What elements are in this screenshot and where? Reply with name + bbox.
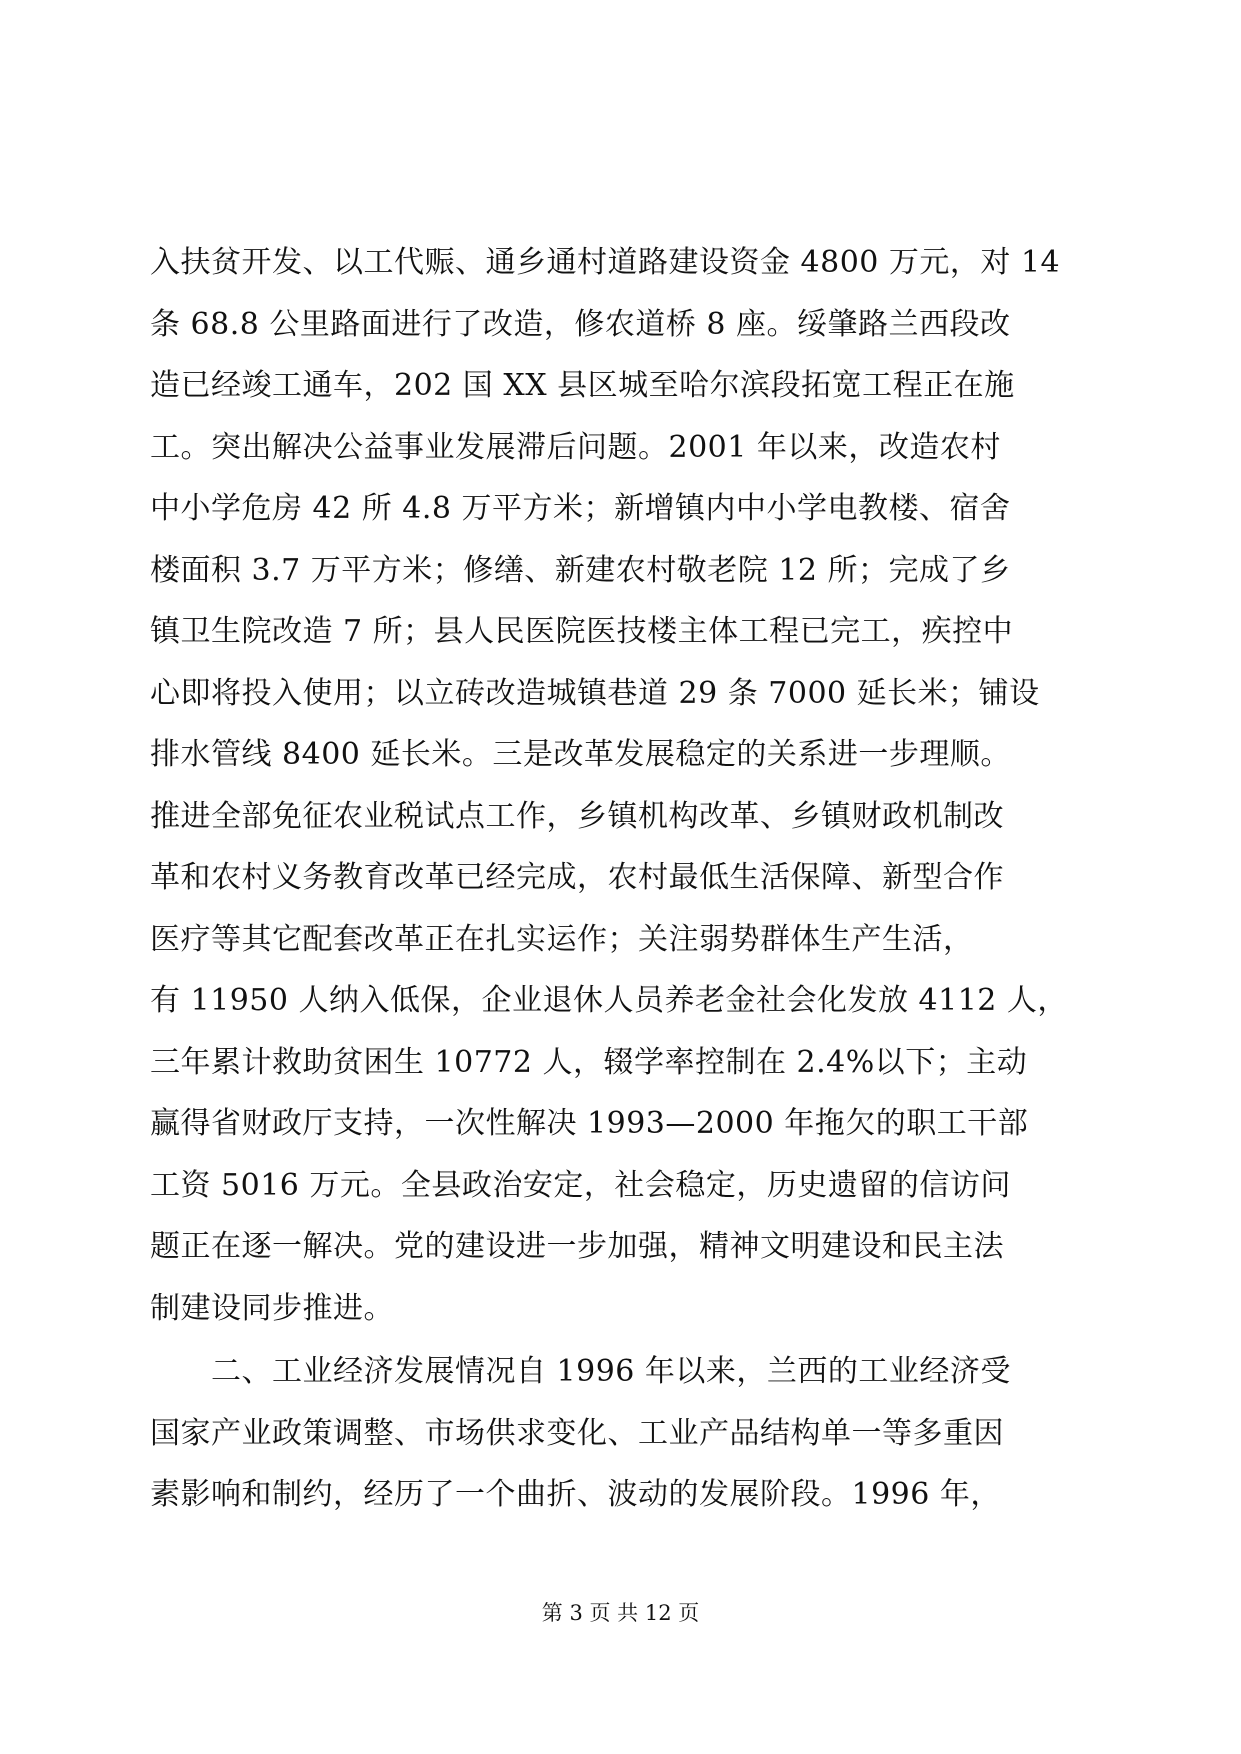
text-line: 工。突出解决公益事业发展滞后问题。2001 年以来，改造农村 xyxy=(150,429,1001,465)
text-line: 国家产业政策调整、市场供求变化、工业产品结构单一等多重因 xyxy=(150,1415,1004,1451)
text-line: 制建设同步推进。 xyxy=(150,1290,394,1326)
text-line: 排水管线 8400 延长米。三是改革发展稳定的关系进一步理顺。 xyxy=(150,737,1011,772)
text-line: 中小学危房 42 所 4.8 万平方米；新增镇内中小学电教楼、宿舍 xyxy=(150,491,1011,526)
body-text xyxy=(150,232,1090,1526)
text-line: 条 68.8 公里路面进行了改造，修农道桥 8 座。绥肇路兰西段改 xyxy=(150,306,1011,342)
text-line: 素影响和制约，经历了一个曲折、波动的发展阶段。1996 年， xyxy=(150,1477,1001,1512)
text-line: 推进全部免征农业税试点工作，乡镇机构改革、乡镇财政机制改 xyxy=(150,798,1004,834)
text-line: 楼面积 3.7 万平方米；修缮、新建农村敬老院 12 所；完成了乡 xyxy=(150,552,1011,588)
text-line: 入扶贫开发、以工代赈、通乡通村道路建设资金 4800 万元，对 14 xyxy=(150,245,1061,280)
paragraph xyxy=(150,1341,1090,1526)
paragraph xyxy=(150,232,1090,1339)
text-line: 三年累计救助贫困生 10772 人，辍学率控制在 2.4%以下；主动 xyxy=(150,1044,1028,1080)
text-line: 造已经竣工通车，202 国 XX 县区城至哈尔滨段拓宽工程正在施 xyxy=(150,368,1015,403)
text-line: 有 11950 人纳入低保，企业退休人员养老金社会化发放 4112 人， xyxy=(150,983,1068,1018)
text-line: 题正在逐一解决。党的建设进一步加强，精神文明建设和民主法 xyxy=(150,1229,1004,1264)
text-line: 革和农村义务教育改革已经完成，农村最低生活保障、新型合作 xyxy=(150,860,1004,895)
text-line: 工资 5016 万元。全县政治安定，社会稳定，历史遗留的信访问 xyxy=(150,1167,1011,1203)
text-line: 赢得省财政厅支持，一次性解决 1993—2000 年拖欠的职工干部 xyxy=(150,1106,1029,1141)
text-line: 镇卫生院改造 7 所；县人民医院医技楼主体工程已完工，疾控中 xyxy=(150,614,1014,649)
text-line: 医疗等其它配套改革正在扎实运作；关注弱势群体生产生活， xyxy=(150,921,974,957)
text-line: 二、工业经济发展情况自 1996 年以来，兰西的工业经济受 xyxy=(150,1354,1011,1389)
text-line: 心即将投入使用；以立砖改造城镇巷道 29 条 7000 延长米；铺设 xyxy=(150,675,1040,711)
page-number-footer: 第 3 页 共 12 页 xyxy=(541,1601,700,1625)
